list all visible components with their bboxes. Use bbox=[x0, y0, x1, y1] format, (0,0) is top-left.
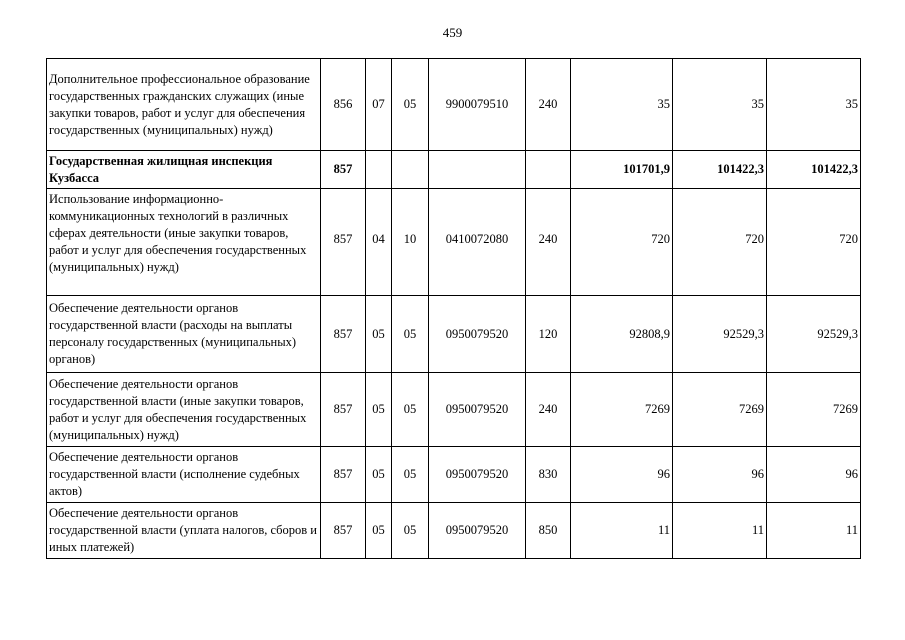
row-csr bbox=[429, 151, 526, 189]
row-csr: 0950079520 bbox=[429, 503, 526, 559]
row-year1: 720 bbox=[571, 189, 673, 296]
row-year1: 92808,9 bbox=[571, 296, 673, 373]
row-year1: 96 bbox=[571, 447, 673, 503]
row-vr: 240 bbox=[526, 373, 571, 447]
row-rz: 05 bbox=[366, 503, 392, 559]
row-name: Дополнительное профессиональное образование государственных гражданских служащих (иные закупки товаров, работ и услуг для обеспечения государственных (муниципальных) нужд) bbox=[47, 59, 321, 151]
row-ved: 857 bbox=[321, 373, 366, 447]
row-rz: 04 bbox=[366, 189, 392, 296]
row-pr: 10 bbox=[392, 189, 429, 296]
row-year2: 92529,3 bbox=[673, 296, 767, 373]
row-ved: 856 bbox=[321, 59, 366, 151]
row-year3: 35 bbox=[767, 59, 861, 151]
row-vr: 830 bbox=[526, 447, 571, 503]
row-csr: 0950079520 bbox=[429, 296, 526, 373]
table-row bbox=[47, 59, 861, 151]
row-pr: 05 bbox=[392, 59, 429, 151]
table-row bbox=[47, 373, 861, 447]
row-year1: 11 bbox=[571, 503, 673, 559]
row-pr: 05 bbox=[392, 447, 429, 503]
row-name: Обеспечение деятельности органов государственной власти (расходы на выплаты персоналу государственных (муниципальных) органов) bbox=[47, 296, 321, 373]
row-vr bbox=[526, 151, 571, 189]
row-rz bbox=[366, 151, 392, 189]
row-ved: 857 bbox=[321, 503, 366, 559]
table-row bbox=[47, 447, 861, 503]
row-year1: 35 bbox=[571, 59, 673, 151]
row-year3: 92529,3 bbox=[767, 296, 861, 373]
row-csr: 9900079510 bbox=[429, 59, 526, 151]
row-name: Обеспечение деятельности органов государственной власти (исполнение судебных актов) bbox=[47, 447, 321, 503]
row-year2: 101422,3 bbox=[673, 151, 767, 189]
row-pr: 05 bbox=[392, 296, 429, 373]
row-year3: 720 bbox=[767, 189, 861, 296]
row-rz: 05 bbox=[366, 296, 392, 373]
table-row bbox=[47, 189, 861, 296]
row-name: Обеспечение деятельности органов государственной власти (иные закупки товаров, работ и услуг для обеспечения государственных (муниципальных) нужд) bbox=[47, 373, 321, 447]
row-year3: 7269 bbox=[767, 373, 861, 447]
table-row bbox=[47, 151, 861, 189]
row-rz: 05 bbox=[366, 447, 392, 503]
row-csr: 0950079520 bbox=[429, 373, 526, 447]
row-year3: 96 bbox=[767, 447, 861, 503]
row-ved: 857 bbox=[321, 151, 366, 189]
row-vr: 240 bbox=[526, 189, 571, 296]
page-number: 459 bbox=[442, 25, 463, 40]
row-csr: 0950079520 bbox=[429, 447, 526, 503]
row-year2: 35 bbox=[673, 59, 767, 151]
row-ved: 857 bbox=[321, 296, 366, 373]
row-year1: 7269 bbox=[571, 373, 673, 447]
row-year2: 11 bbox=[673, 503, 767, 559]
row-ved: 857 bbox=[321, 189, 366, 296]
row-name: Использование информационно-коммуникационных технологий в различных сферах деятельности (иные закупки товаров, работ и услуг для обеспечения государственных (муниципальных) нужд) bbox=[47, 189, 321, 296]
table-row bbox=[47, 503, 861, 559]
row-year3: 11 bbox=[767, 503, 861, 559]
table-row bbox=[47, 296, 861, 373]
row-vr: 850 bbox=[526, 503, 571, 559]
row-pr: 05 bbox=[392, 503, 429, 559]
row-year2: 7269 bbox=[673, 373, 767, 447]
row-rz: 07 bbox=[366, 59, 392, 151]
budget-table bbox=[46, 58, 861, 559]
row-vr: 240 bbox=[526, 59, 571, 151]
row-pr: 05 bbox=[392, 373, 429, 447]
row-name: Государственная жилищная инспекция Кузбасса bbox=[47, 151, 321, 189]
row-year3: 101422,3 bbox=[767, 151, 861, 189]
row-rz: 05 bbox=[366, 373, 392, 447]
row-ved: 857 bbox=[321, 447, 366, 503]
row-year1: 101701,9 bbox=[571, 151, 673, 189]
row-name: Обеспечение деятельности органов государственной власти (уплата налогов, сборов и иных платежей) bbox=[47, 503, 321, 559]
row-vr: 120 bbox=[526, 296, 571, 373]
row-year2: 720 bbox=[673, 189, 767, 296]
row-pr bbox=[392, 151, 429, 189]
row-csr: 0410072080 bbox=[429, 189, 526, 296]
row-year2: 96 bbox=[673, 447, 767, 503]
